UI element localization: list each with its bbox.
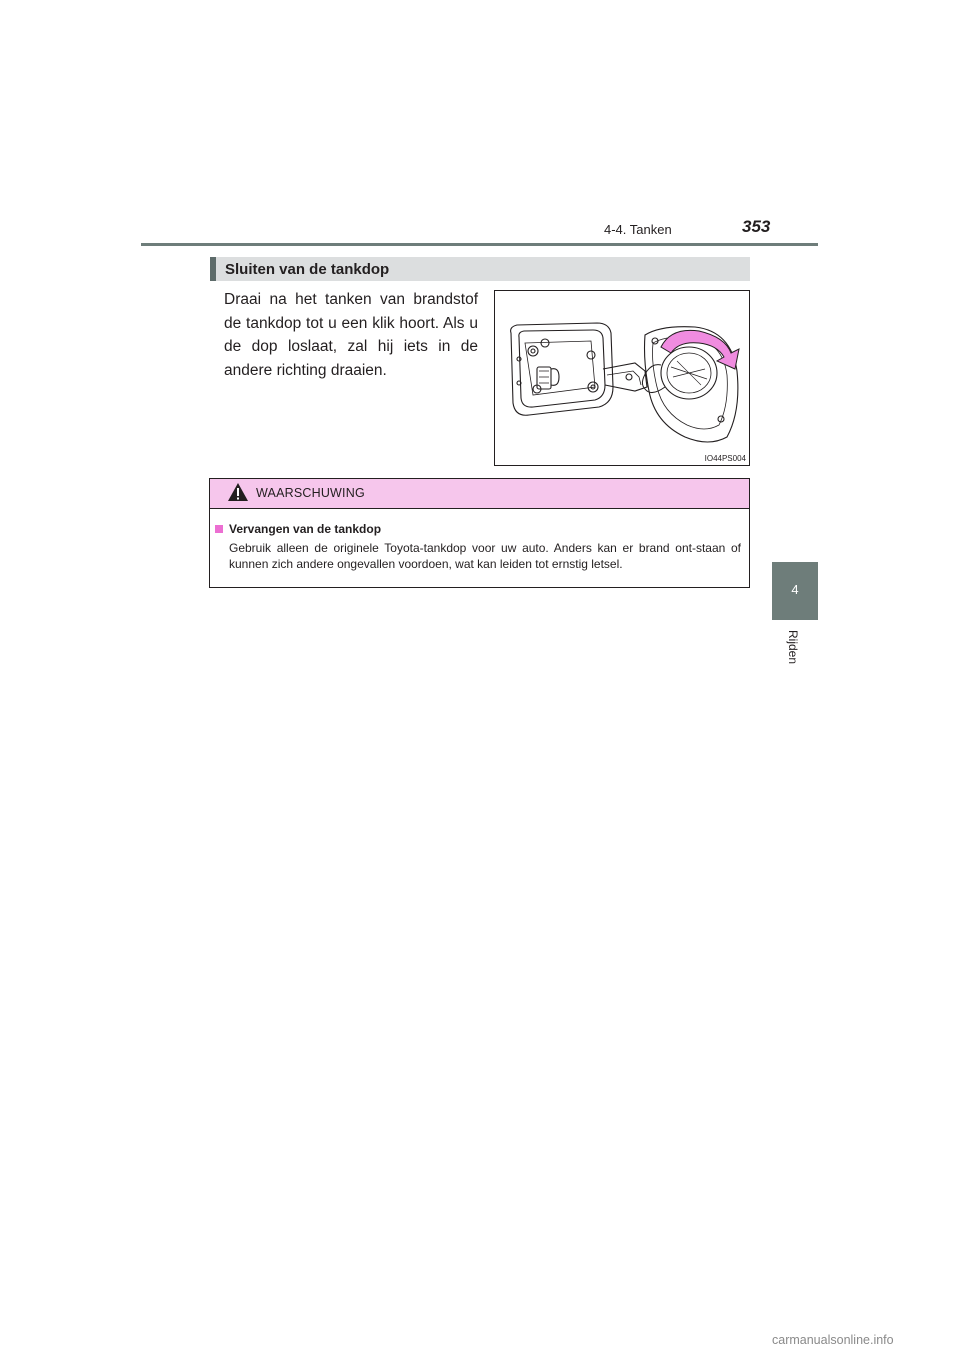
watermark: carmanualsonline.info: [772, 1333, 894, 1347]
warning-triangle-icon: [227, 482, 249, 502]
header-divider: [141, 243, 818, 246]
warning-box: [209, 478, 750, 588]
warning-item-heading: [215, 522, 381, 536]
illustration-code: IO44PS004: [704, 454, 746, 463]
chapter-tab: [772, 562, 818, 620]
header-section-title: 4-4. Tanken: [604, 222, 672, 237]
warning-item-title: Vervangen van de tankdop: [229, 522, 382, 536]
rotate-arrow-icon: [661, 330, 739, 369]
warning-header: [210, 479, 749, 509]
fuel-door-drawing: [495, 291, 749, 465]
warning-bullet-icon: [215, 525, 223, 533]
warning-item-text: Gebruik alleen de originele Toyota-tankdop voor uw auto. Anders kan er brand ont-staan of kunnen zich andere ongevallen voordoen, wat kan leiden tot ernstig letsel.: [229, 541, 741, 571]
section-title: Sluiten van de tankdop: [225, 261, 390, 278]
fuel-cap-illustration: [494, 290, 750, 466]
warning-title: WAARSCHUWING: [256, 486, 365, 500]
chapter-label: Rijden: [786, 630, 800, 665]
section-heading-marker: [210, 257, 216, 281]
chapter-number: 4: [791, 582, 799, 597]
page-number: 353: [742, 217, 771, 236]
section-heading-bar: [210, 257, 750, 281]
instruction-paragraph: Draai na het tanken van brandstof de tankdop tot u een klik hoort. Als u de dop loslaat, zal hij iets in de andere richting draaien.: [224, 291, 478, 379]
